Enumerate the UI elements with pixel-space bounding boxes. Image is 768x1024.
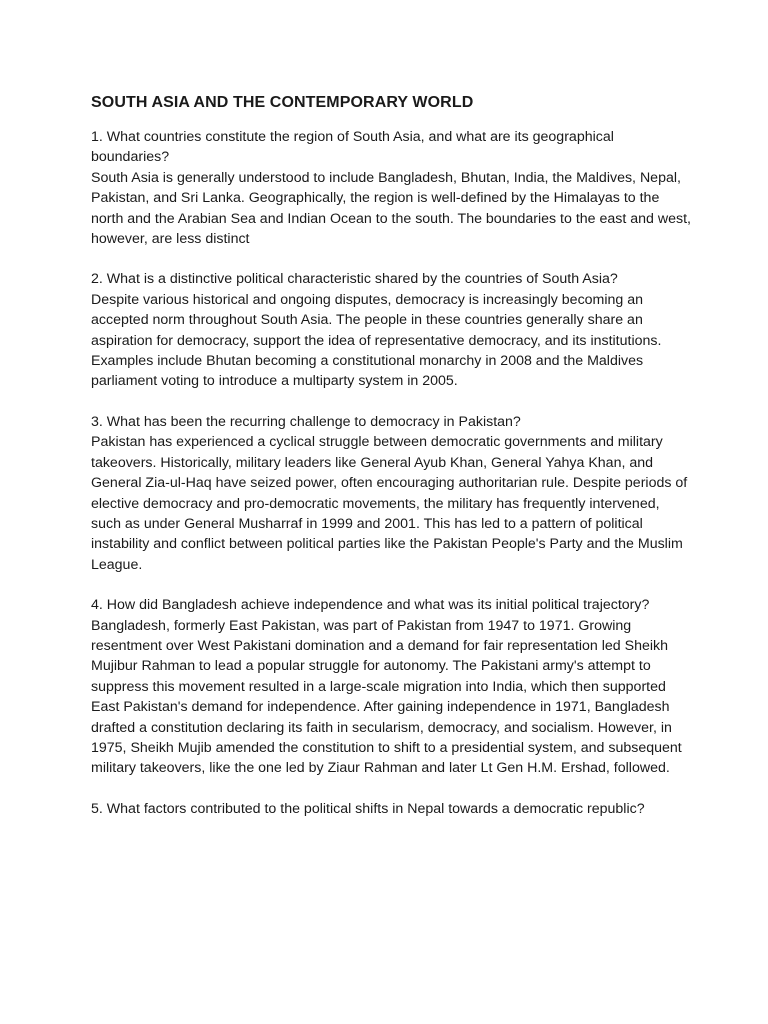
question-2: 2. What is a distinctive political characteristic shared by the countries of South Asia? [91, 271, 618, 288]
qa-section-3 [91, 412, 691, 575]
answer-3: Pakistan has experienced a cyclical struggle between democratic governments and military takeovers. Historically, military leaders like General Ayub Khan, General Yahya Khan, and General Zia-ul-Haq have seized power, often encouraging authoritarian rule. Despite periods of elective democracy and pro-democratic movements, the military has frequently intervened, such as under General Musharraf in 1999 and 2001. This has led to a pattern of political instability and conflict between political parties like the Pakistan People's Party and the Muslim League. [91, 434, 688, 573]
answer-2: Despite various historical and ongoing disputes, democracy is increasingly becoming an accepted norm throughout South Asia. The people in these countries generally share an aspiration for democracy, support the idea of representative democracy, and its institutions. Examples include Bhutan becoming a constitutional monarchy in 2008 and the Maldives parliament voting to introduce a multiparty system in 2005. [91, 291, 662, 390]
document-title: SOUTH ASIA AND THE CONTEMPORARY WORLD [91, 94, 474, 111]
qa-section-5 [91, 799, 691, 819]
answer-4: Bangladesh, formerly East Pakistan, was part of Pakistan from 1947 to 1971. Growing resentment over West Pakistani domination and a demand for fair representation led Sheikh Mujibur Rahman to lead a popular struggle for autonomy. The Pakistani army's attempt to suppress this movement resulted in a large-scale migration into India, which then supported East Pakistan's demand for independence. After gaining independence in 1971, Bangladesh drafted a constitution declaring its faith in secularism, democracy, and socialism. However, in 1975, Sheikh Mujib amended the constitution to shift to a presidential system, and subsequent military takeovers, like the one led by Ziaur Rahman and later Lt Gen H.M. Ershad, followed. [91, 617, 682, 777]
qa-section-1 [91, 127, 691, 249]
question-5: 5. What factors contributed to the political shifts in Nepal towards a democratic republic? [91, 800, 645, 817]
qa-section-2 [91, 269, 691, 391]
question-1: 1. What countries constitute the region of South Asia, and what are its geographical boundaries? [91, 129, 614, 166]
question-3: 3. What has been the recurring challenge to democracy in Pakistan? [91, 413, 521, 430]
qa-section-4 [91, 595, 691, 779]
document-page [91, 92, 691, 839]
answer-1: South Asia is generally understood to include Bangladesh, Bhutan, India, the Maldives, Nepal, Pakistan, and Sri Lanka. Geographically, the region is well-defined by the Himalayas to the north and the Arabian Sea and Indian Ocean to the south. The boundaries to the east and west, however, are less distinct [91, 169, 691, 248]
question-4: 4. How did Bangladesh achieve independence and what was its initial political trajectory? [91, 597, 650, 614]
